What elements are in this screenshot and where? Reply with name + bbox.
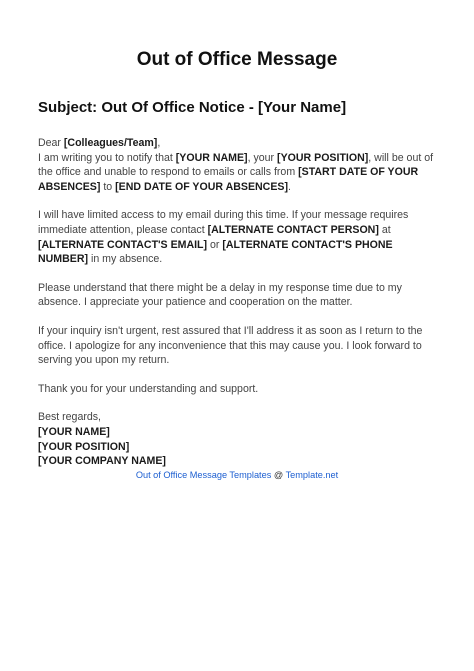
p1-text-2: , your [247, 151, 278, 164]
p1-name-placeholder: [YOUR NAME] [175, 151, 248, 164]
greeting-prefix: Dear [38, 137, 64, 149]
signature-company: [YOUR COMPANY NAME] [38, 455, 166, 468]
signature-block [38, 410, 436, 468]
subject-line: Subject: Out Of Office Notice - [Your Name] [38, 99, 347, 116]
p2-text-3: or [207, 238, 223, 251]
paragraph-contact [38, 208, 436, 266]
letter-body [38, 136, 436, 469]
greeting-suffix: , [157, 137, 161, 149]
p1-position-placeholder: [YOUR POSITION] [277, 151, 369, 164]
p1-start-date-placeholder: [START DATE OF YOUR ABSENCES] [38, 166, 419, 193]
p2-contact-email-placeholder: [ALTERNATE CONTACT'S EMAIL] [38, 238, 208, 251]
footer [0, 470, 474, 480]
p1-text-3: , will be out of the office and unable to respond to emails or calls from [38, 151, 434, 179]
footer-separator: @ [271, 470, 286, 480]
p2-text-4: in my absence. [88, 253, 163, 266]
footer-site-link[interactable]: Template.net [285, 470, 339, 480]
p1-text-4: to [100, 180, 116, 193]
paragraph-inquiry: If your inquiry isn't urgent, rest assured that I'll address it as soon as I return to the office. I apologize for any inconvenience that this may cause you. I look forward to serving you upon my return. [38, 324, 423, 367]
p1-end-date-placeholder: [END DATE OF YOUR ABSENCES] [115, 180, 288, 193]
greeting-name: [Colleagues/Team] [63, 137, 158, 149]
footer-templates-link[interactable]: Out of Office Message Templates [135, 470, 272, 480]
p1-text-1: I am writing you to notify that [38, 151, 176, 164]
signature-name: [YOUR NAME] [38, 425, 110, 438]
p2-contact-person-placeholder: [ALTERNATE CONTACT PERSON] [207, 223, 379, 236]
paragraph-delay: Please understand that there might be a delay in my response time due to my absence. I appreciate your patience and cooperation on the matter. [38, 281, 402, 309]
p2-text-1: I will have limited access to my email during this time. If your message requires immediate attention, please contact [38, 209, 409, 236]
paragraph-thanks: Thank you for your understanding and support. [38, 382, 259, 395]
p2-text-2: at [378, 223, 391, 236]
signature-position: [YOUR POSITION] [38, 440, 130, 453]
p2-contact-phone-placeholder: [ALTERNATE CONTACT'S PHONE NUMBER] [38, 238, 393, 266]
page-title: Out of Office Message [136, 49, 338, 70]
closing: Best regards, [38, 411, 102, 424]
greeting [38, 136, 436, 194]
p1-text-5: . [288, 180, 291, 193]
